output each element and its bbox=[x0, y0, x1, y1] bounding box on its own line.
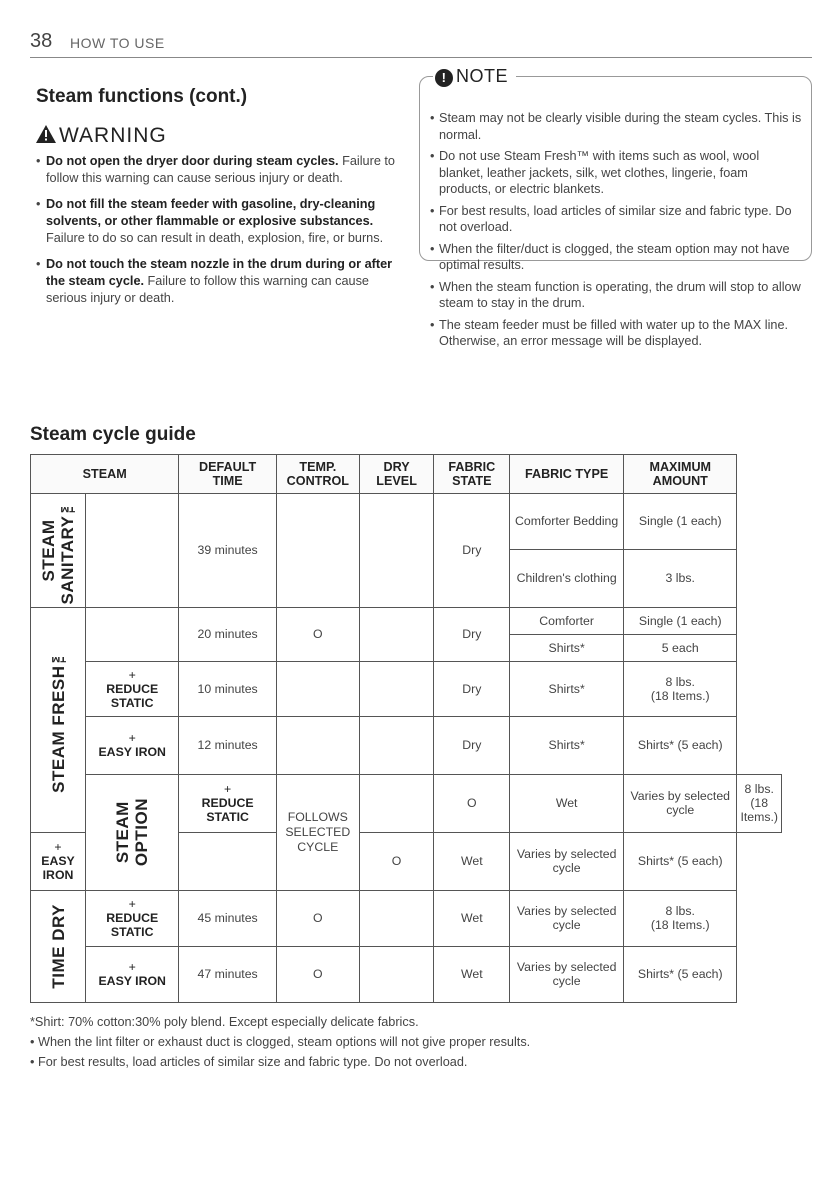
group-steam-sanitary: STEAM SANITARY™ bbox=[31, 494, 86, 608]
fabric-type: Shirts* bbox=[510, 634, 624, 661]
option-easy-iron: + EASY IRON bbox=[86, 946, 179, 1002]
warning-bold: Do not open the dryer door during steam cycles. bbox=[46, 154, 339, 168]
option-reduce-static: + REDUCE STATIC bbox=[86, 661, 179, 716]
fabric-type: Varies by selected cycle bbox=[510, 890, 624, 946]
table-row bbox=[31, 774, 782, 832]
fabric-state: Dry bbox=[434, 661, 510, 716]
table-row bbox=[31, 716, 782, 774]
col-header-fabric-state: FABRIC STATE bbox=[434, 455, 510, 494]
footnote: • When the lint filter or exhaust duct is clogged, steam options will not give proper results. bbox=[30, 1035, 531, 1049]
group-steam-fresh: STEAM FRESH™ bbox=[31, 607, 86, 832]
option-reduce-static: + REDUCE STATIC bbox=[179, 774, 277, 832]
default-time: FOLLOWS SELECTED CYCLE bbox=[276, 774, 359, 890]
fabric-state: Dry bbox=[434, 494, 510, 608]
maximum-amount: 8 lbs. (18 Items.) bbox=[737, 774, 782, 832]
footnotes bbox=[30, 1012, 812, 1072]
warning-item bbox=[36, 256, 408, 307]
default-time: 45 minutes bbox=[179, 890, 277, 946]
table-row bbox=[31, 946, 782, 1002]
fabric-state: Wet bbox=[510, 774, 624, 832]
fabric-state: Wet bbox=[434, 946, 510, 1002]
maximum-amount: 8 lbs. (18 Items.) bbox=[624, 890, 737, 946]
default-time: 12 minutes bbox=[179, 716, 277, 774]
table-header-row bbox=[31, 455, 782, 494]
warning-item bbox=[36, 153, 408, 187]
fabric-type: Varies by selected cycle bbox=[510, 946, 624, 1002]
footnote: • For best results, load articles of similar size and fabric type. Do not overload. bbox=[30, 1055, 468, 1069]
footnote: *Shirt: 70% cotton:30% poly blend. Except especially delicate fabrics. bbox=[30, 1015, 419, 1029]
note-item: • Steam may not be clearly visible during the steam cycles. This is normal. bbox=[430, 110, 802, 143]
fabric-type: Shirts* bbox=[510, 661, 624, 716]
table-row bbox=[31, 607, 782, 634]
page-header bbox=[30, 30, 812, 58]
option-reduce-static: + REDUCE STATIC bbox=[86, 890, 179, 946]
fabric-type: Children's clothing bbox=[510, 549, 624, 607]
steam-functions-title: Steam functions (cont.) bbox=[36, 86, 248, 107]
maximum-amount: Shirts* (5 each) bbox=[624, 832, 737, 890]
fabric-type: Comforter bbox=[510, 607, 624, 634]
page-number: 38 bbox=[30, 30, 53, 52]
group-steam-option: STEAM OPTION bbox=[86, 774, 179, 890]
table-row bbox=[31, 890, 782, 946]
default-time: 39 minutes bbox=[179, 494, 277, 608]
fabric-state: Wet bbox=[434, 890, 510, 946]
warning-list bbox=[36, 153, 408, 316]
maximum-amount: 8 lbs. (18 Items.) bbox=[624, 661, 737, 716]
warning-text: Failure to follow this warning can cause serious injury or death. bbox=[46, 274, 369, 305]
maximum-amount: Single (1 each) bbox=[624, 494, 737, 550]
warning-text: Failure to do so can result in death, explosion, fire, or burns. bbox=[46, 231, 384, 245]
default-time: 10 minutes bbox=[179, 661, 277, 716]
col-header-maximum-amount: MAXIMUM AMOUNT bbox=[624, 455, 737, 494]
default-time: 47 minutes bbox=[179, 946, 277, 1002]
warning-heading bbox=[36, 124, 167, 148]
note-item: • The steam feeder must be filled with water up to the MAX line. Otherwise, an error message will be displayed. bbox=[430, 317, 802, 350]
section-label: HOW TO USE bbox=[70, 35, 165, 51]
default-time: 20 minutes bbox=[179, 607, 277, 661]
warning-text: Failure to follow this warning can cause serious injury or death. bbox=[46, 154, 395, 185]
fabric-state: Dry bbox=[434, 716, 510, 774]
col-header-steam: STEAM bbox=[31, 455, 179, 494]
fabric-type: Shirts* bbox=[510, 716, 624, 774]
col-header-dry-level: DRY LEVEL bbox=[359, 455, 434, 494]
maximum-amount: 5 each bbox=[624, 634, 737, 661]
temp-control: O bbox=[276, 890, 359, 946]
group-time-dry: TIME DRY bbox=[31, 890, 86, 1002]
maximum-amount: Shirts* (5 each) bbox=[624, 946, 737, 1002]
fabric-state: Dry bbox=[434, 607, 510, 661]
temp-control: O bbox=[276, 946, 359, 1002]
steam-cycle-guide-title: Steam cycle guide bbox=[30, 424, 196, 445]
fabric-type: Varies by selected cycle bbox=[624, 774, 737, 832]
maximum-amount: Single (1 each) bbox=[624, 607, 737, 634]
maximum-amount: 3 lbs. bbox=[624, 549, 737, 607]
fabric-type: Varies by selected cycle bbox=[510, 832, 624, 890]
warning-item bbox=[36, 196, 408, 247]
note-title: NOTE bbox=[456, 66, 509, 86]
note-item: • When the filter/duct is clogged, the steam option may not have optimal results. bbox=[430, 241, 802, 274]
fabric-type: Comforter Bedding bbox=[510, 494, 624, 550]
note-list bbox=[430, 110, 802, 355]
dry-level: O bbox=[359, 832, 434, 890]
maximum-amount: Shirts* (5 each) bbox=[624, 716, 737, 774]
temp-control: O bbox=[276, 607, 359, 661]
warning-bold: Do not fill the steam feeder with gasoline, dry-cleaning solvents, or other flammable or explosive substances. bbox=[46, 197, 376, 228]
steam-cycle-table bbox=[30, 454, 782, 1003]
note-item: • When the steam function is operating, the drum will stop to allow steam to stay in the drum. bbox=[430, 279, 802, 312]
note-item: • For best results, load articles of similar size and fabric type. Do not overload. bbox=[430, 203, 802, 236]
table-row bbox=[31, 494, 782, 550]
fabric-state: Wet bbox=[434, 832, 510, 890]
dry-level: O bbox=[434, 774, 510, 832]
col-header-default-time: DEFAULT TIME bbox=[179, 455, 277, 494]
option-easy-iron: + EASY IRON bbox=[31, 832, 86, 890]
col-header-fabric-type: FABRIC TYPE bbox=[510, 455, 624, 494]
warning-bold: Do not touch the steam nozzle in the drum during or after the steam cycle. bbox=[46, 257, 393, 288]
table-row bbox=[31, 661, 782, 716]
option-easy-iron: + EASY IRON bbox=[86, 716, 179, 774]
warning-icon bbox=[36, 125, 56, 143]
warning-title: WARNING bbox=[59, 124, 167, 147]
note-heading bbox=[433, 66, 516, 87]
note-icon: ! bbox=[435, 69, 453, 87]
note-item: • Do not use Steam Fresh™ with items such as wool, wool blanket, leather jackets, silk, wet clothes, lingerie, foam products, or electric blankets. bbox=[430, 148, 802, 198]
col-header-temp-control: TEMP. CONTROL bbox=[276, 455, 359, 494]
